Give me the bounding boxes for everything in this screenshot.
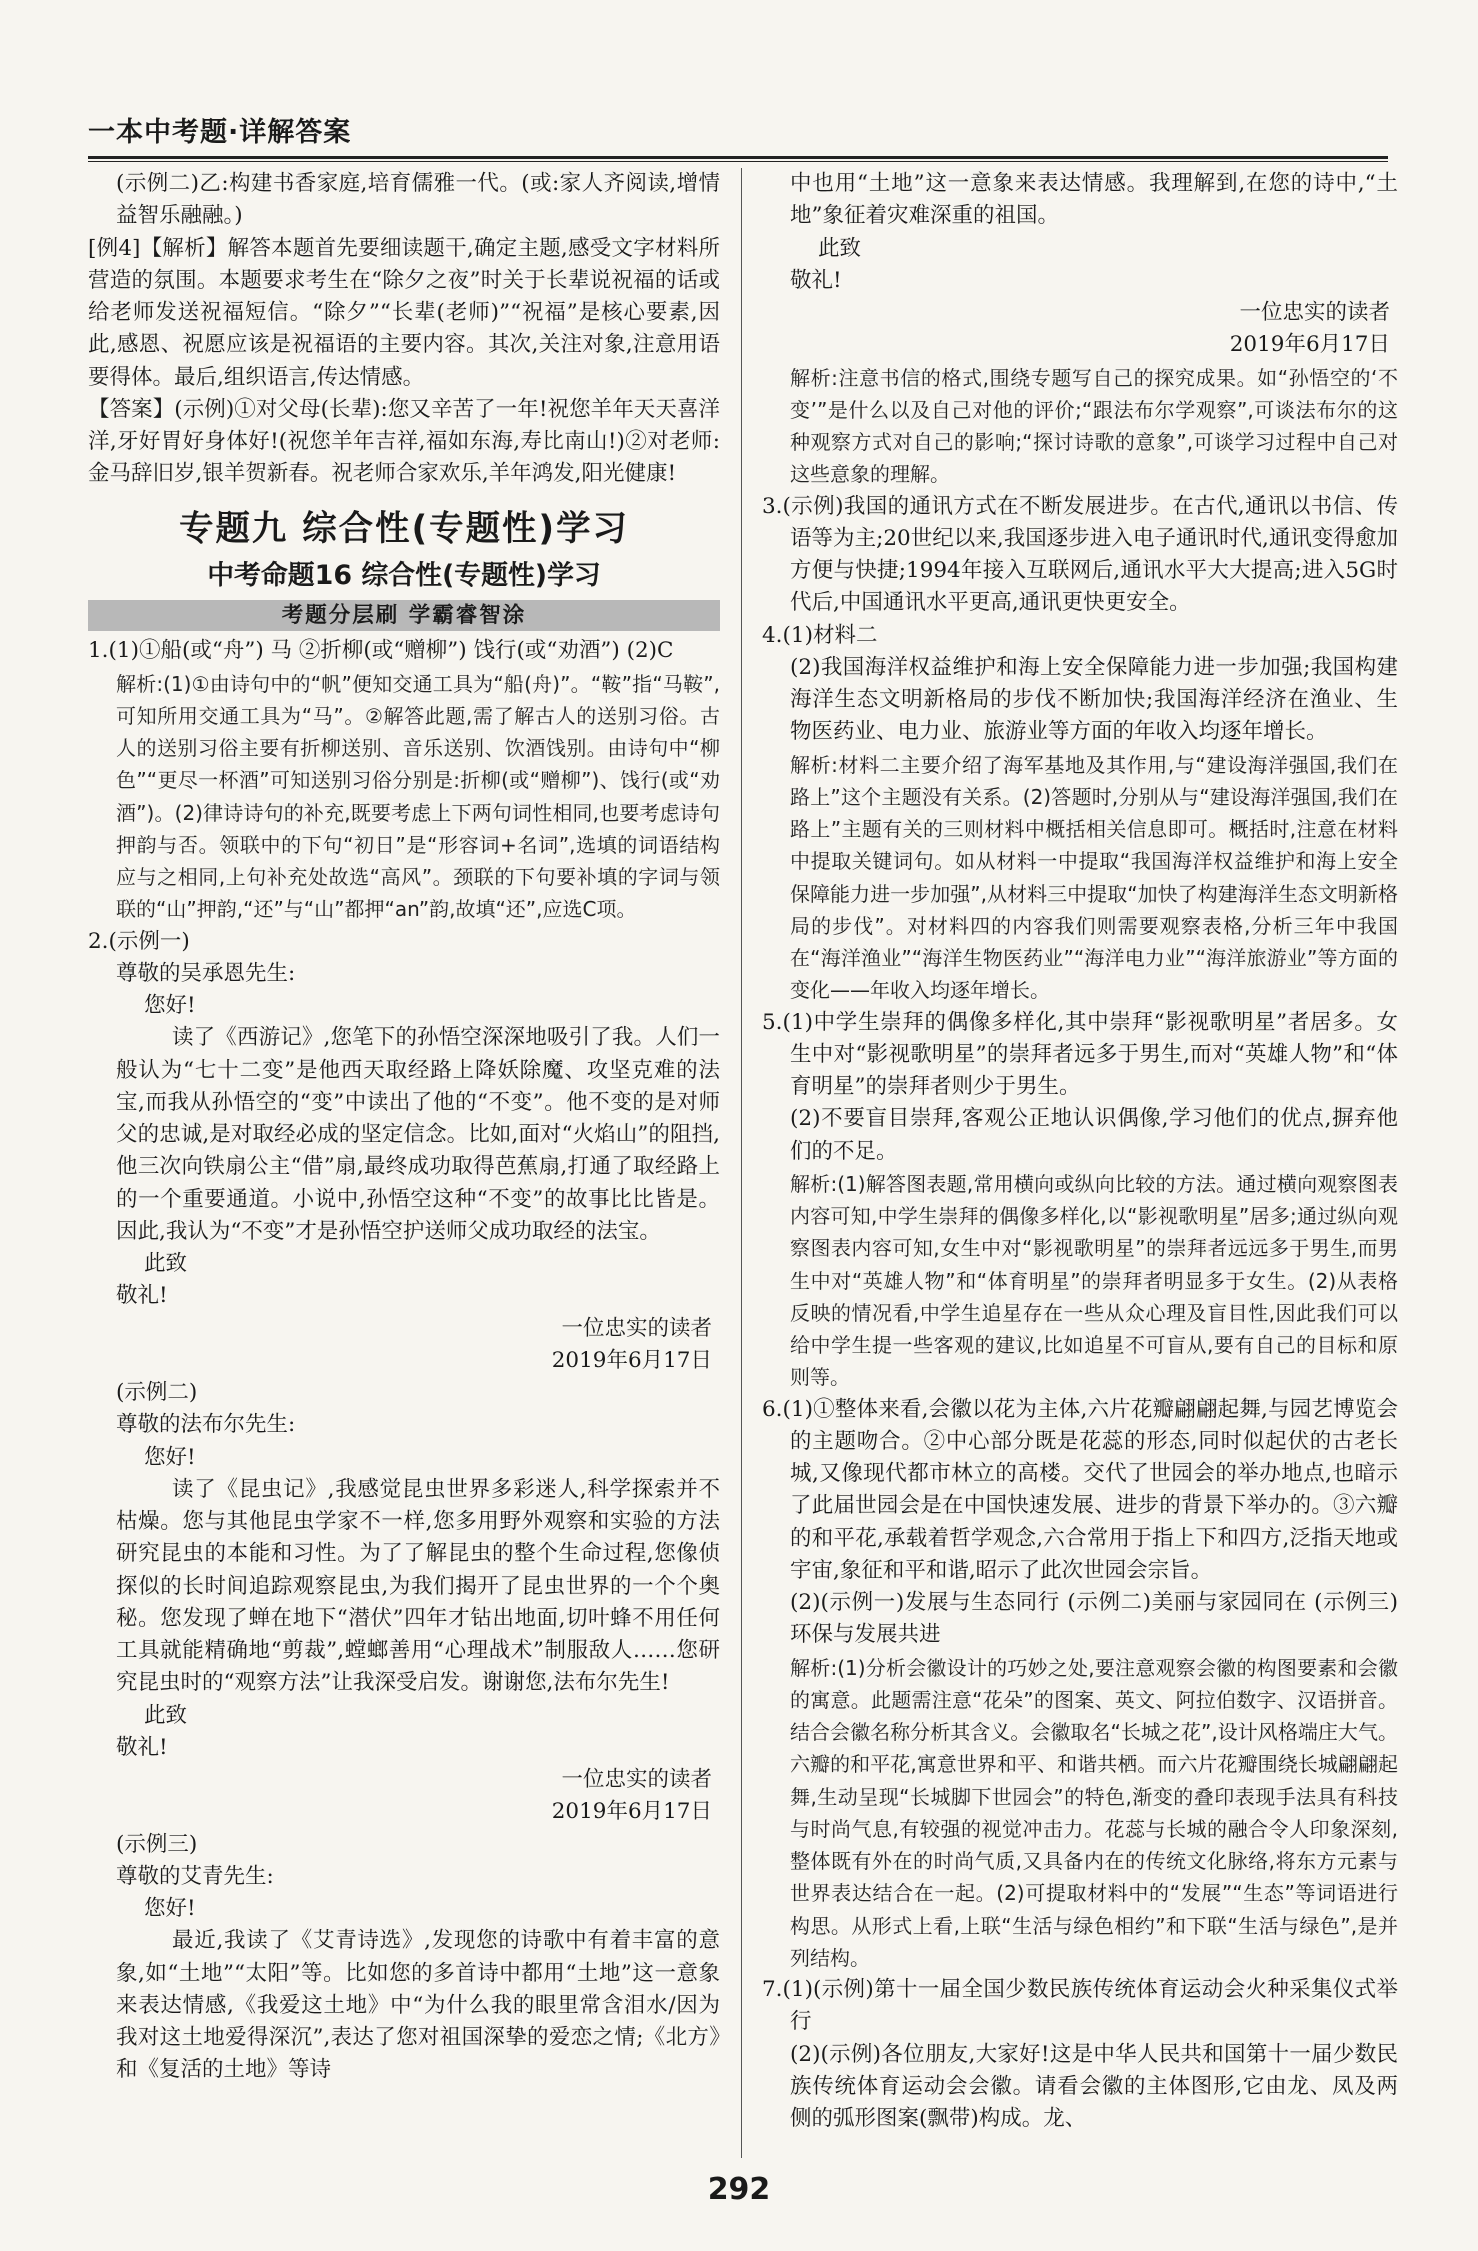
right-paragraph: 敬礼! (790, 267, 842, 293)
left-paragraph: 敬礼! (116, 1283, 168, 1309)
left-paragraph: (示例三) (116, 1831, 198, 1857)
left-paragraph: [例4]【解析】解答本题首先要细读题干,确定主题,感受文字材料所营造的氛围。本题要求考生在“除夕之夜”时关于长辈说祝福的话或给老师发送祝福短信。“除夕”“长辈(老师)”“祝福”是核心要素,因此,感恩、祝愿应该是祝福语的主要内容。其次,关注对象,注意用语要得体。最后,组织语言,传达情感。 (88, 235, 720, 390)
left-paragraph: (示例二)乙:构建书香家庭,培育儒雅一代。(或:家人齐阅读,增情益智乐融融。) (116, 171, 720, 229)
left-paragraph: 考题分层刷 学霸睿智涂 (88, 600, 720, 631)
right-paragraph: 解析:材料二主要介绍了海军基地及其作用,与“建设海洋强国,我们在路上”这个主题没有关系。(2)答题时,分别从与“建设海洋强国,我们在路上”主题有关的三则材料中概括相关信息即可。概括时,注意在材料中提取关键词句。如从材料一中提取“我国海洋权益维护和海上安全保障能力进一步加强”,从材料三中提取“加快了构建海洋生态文明新格局的步伐”。对材料四的内容我们则需要观察表格,分析三年中我国在“海洋渔业”“海洋生物医药业”“海洋电力业”“海洋旅游业”等方面的变化——年收入均逐年增长。 (790, 752, 1398, 1003)
left-paragraph: 您好! (144, 1444, 196, 1470)
left-paragraph: 2019年6月17日 (551, 1347, 712, 1373)
right-paragraph: (2)(示例一)发展与生态同行 (示例二)美丽与家园同在 (示例三)环保与发展共进 (790, 1590, 1398, 1648)
right-paragraph: (2)不要盲目崇拜,客观公正地认识偶像,学习他们的优点,摒弃他们的不足。 (790, 1106, 1398, 1164)
right-paragraph: 7.(1)(示例)第十一届全国少数民族传统体育运动会火种采集仪式举行 (762, 1977, 1398, 2035)
right-paragraph: 3.(示例)我国的通讯方式在不断发展进步。在古代,通讯以书信、传语等为主;20世纪以来,我国逐步进入电子通讯时代,通讯变得愈加方便与快捷;1994年接入互联网后,通讯水平大大提高;进入5G时代后,中国通讯水平更高,通讯更快更安全。 (762, 493, 1398, 616)
left-paragraph: 解析:(1)①由诗句中的“帆”便知交通工具为“船(舟)”。“鞍”指“马鞍”,可知所用交通工具为“马”。②解答此题,需了解古人的送别习俗。古人的送别习俗主要有折柳送别、音乐送别、饮酒饯别。由诗句中“柳色”“更尽一杯酒”可知送别习俗分别是:折柳(或“赠柳”)、饯行(或“劝酒”)。(2)律诗诗句的补充,既要考虑上下两句词性相同,也要考虑诗句押韵与否。领联中的下句“初日”是“形容词+名词”,选填的词语结构应与之相同,上句补充处故选“高风”。颈联的下句要补填的字词与领联的“山”押韵,“还”与“山”都押“an”韵,故填“还”,应选C项。 (116, 671, 720, 922)
left-paragraph: 此致 (144, 1702, 188, 1728)
left-paragraph: 敬礼! (116, 1734, 168, 1760)
right-paragraph: 此致 (818, 235, 862, 261)
column-divider (741, 168, 742, 2158)
left-paragraph: 一位忠实的读者 (561, 1315, 712, 1341)
left-paragraph: 中考命题16 综合性(专题性)学习 (207, 559, 601, 591)
right-paragraph: 解析:注意书信的格式,围绕专题写自己的探究成果。如“孙悟空的‘不变’”是什么以及自己对他的评价;“跟法布尔学观察”,可谈法布尔的这种观察方式对自己的影响;“探讨诗歌的意象”,可谈学习过程中自己对这些意象的理解。 (790, 365, 1398, 487)
right-paragraph: 2019年6月17日 (1229, 332, 1390, 358)
left-column (88, 168, 720, 2087)
left-paragraph: 2.(示例一) (88, 928, 190, 954)
left-paragraph: 一位忠实的读者 (561, 1767, 712, 1793)
left-paragraph: 此致 (144, 1251, 188, 1277)
left-paragraph: 【答案】(示例)①对父母(长辈):您又辛苦了一年!祝您羊年天天喜洋洋,牙好胃好身体好!(祝您羊年吉祥,福如东海,寿比南山!)②对老师:金马辞旧岁,银羊贺新春。祝老师合家欢乐,羊年鸿发,阳光健康! (88, 396, 720, 487)
left-paragraph: 尊敬的法布尔先生: (116, 1412, 296, 1438)
page-header-title: 一本中考题·详解答案 (88, 117, 352, 148)
right-paragraph: 解析:(1)分析会徽设计的巧妙之处,要注意观察会徽的构图要素和会徽的寓意。此题需注意“花朵”的图案、英文、阿拉伯数字、汉语拼音。结合会徽名称分析其含义。会徽取名“长城之花”,设计风格端庄大气。六瓣的和平花,寓意世界和平、和谐共栖。而六片花瓣围绕长城翩翩起舞,生动呈现“长城脚下世园会”的特色,渐变的叠印表现手法具有科技与时尚气息,有较强的视觉冲击力。花蕊与长城的融合令人印象深刻,整体既有外在的时尚气质,又具备内在的传统文化脉络,将东方元素与世界表达结合在一起。(2)可提取材料中的“发展”“生态”等词语进行构思。从形式上看,上联“生活与绿色相约”和下联“生活与绿色”,是并列结构。 (790, 1655, 1398, 1970)
left-paragraph: 2019年6月17日 (551, 1799, 712, 1825)
page-number: 292 (707, 2172, 771, 2207)
header-rule-thin (88, 161, 1388, 162)
left-paragraph: 尊敬的吴承恩先生: (116, 960, 296, 986)
right-paragraph: 4.(1)材料二 (762, 622, 878, 648)
right-paragraph: 中也用“土地”这一意象来表达情感。我理解到,在您的诗中,“土地”象征着灾难深重的祖国。 (790, 171, 1398, 229)
left-paragraph: 读了《西游记》,您笔下的孙悟空深深地吸引了我。人们一般认为“七十二变”是他西天取经路上降妖除魔、攻坚克难的法宝,而我从孙悟空的“变”中读出了他的“不变”。他不变的是对师父的忠诚,是对取经必成的坚定信念。比如,面对“火焰山”的阻挡,他三次向铁扇公主“借”扇,最终成功取得芭蕉扇,打通了取经路上的一个重要通道。小说中,孙悟空这种“不变”的故事比比皆是。因此,我认为“不变”才是孙悟空护送师父成功取经的法宝。 (116, 1025, 720, 1244)
left-paragraph: 尊敬的艾青先生: (116, 1863, 274, 1889)
left-paragraph: 您好! (144, 993, 196, 1019)
left-paragraph: (示例二) (116, 1380, 198, 1406)
right-paragraph: 解析:(1)解答图表题,常用横向或纵向比较的方法。通过横向观察图表内容可知,中学生崇拜的偶像多样化,以“影视歌明星”居多;通过纵向观察图表内容可知,女生中对“影视歌明星”的崇拜者远远多于男生,而男生中对“英雄人物”和“体育明星”的崇拜者明显多于女生。(2)从表格反映的情况看,中学生追星存在一些从众心理及盲目性,因此我们可以给中学生提一些客观的建议,比如追星不可盲从,要有自己的目标和原则等。 (790, 1171, 1398, 1390)
header-rule (88, 156, 1388, 159)
left-paragraph: 专题九 综合性(专题性)学习 (179, 508, 629, 549)
left-paragraph: 最近,我读了《艾青诗选》,发现您的诗歌中有着丰富的意象,如“土地”“太阳”等。比如您的多首诗中都用“土地”这一意象来表达情感,《我爱这土地》中“为什么我的眼里常含泪水/因为我对这土地爱得深沉”,表达了您对祖国深挚的爱恋之情;《北方》和《复活的土地》等诗 (116, 1928, 720, 2083)
right-paragraph: 一位忠实的读者 (1239, 300, 1390, 325)
left-paragraph: 您好! (144, 1896, 196, 1922)
left-paragraph: 1.(1)①船(或“舟”) 马 ②折柳(或“赠柳”) 饯行(或“劝酒”) (2)C (88, 638, 674, 664)
right-paragraph: (2)(示例)各位朋友,大家好!这是中华人民共和国第十一届少数民族传统体育运动会会徽。请看会徽的主体图形,它由龙、凤及两侧的弧形图案(飘带)构成。龙、 (790, 2041, 1398, 2131)
right-paragraph: (2)我国海洋权益维护和海上安全保障能力进一步加强;我国构建海洋生态文明新格局的步伐不断加快;我国海洋经济在渔业、生物医药业、电力业、旅游业等方面的年收入均逐年增长。 (790, 654, 1398, 745)
right-paragraph: 5.(1)中学生崇拜的偶像多样化,其中崇拜“影视歌明星”者居多。女生中对“影视歌明星”的崇拜者远多于男生,而对“英雄人物”和“体育明星”的崇拜者则少于男生。 (762, 1009, 1398, 1099)
right-paragraph: 6.(1)①整体来看,会徽以花为主体,六片花瓣翩翩起舞,与园艺博览会的主题吻合。②中心部分既是花蕊的形态,同时似起伏的古老长城,又像现代都市林立的高楼。交代了世园会的举办地点,也暗示了此届世园会是在中国快速发展、进步的背景下举办的。③六瓣的和平花,承载着哲学观念,六合常用于指上下和四方,泛指天地或宇宙,象征和平和谐,昭示了此次世园会宗旨。 (762, 1396, 1398, 1583)
right-column (762, 168, 1398, 2135)
left-paragraph: 读了《昆虫记》,我感觉昆虫世界多彩迷人,科学探索并不枯燥。您与其他昆虫学家不一样,您多用野外观察和实验的方法研究昆虫的本能和习性。为了了解昆虫的整个生命过程,您像侦探似的长时间追踪观察昆虫,为我们揭开了昆虫世界的一个个奥秘。您发现了蝉在地下“潜伏”四年才钻出地面,切叶蜂不用任何工具就能精确地“剪裁”,螳螂善用“心理战术”制服敌人……您研究昆虫时的“观察方法”让我深受启发。谢谢您,法布尔先生! (116, 1476, 720, 1696)
